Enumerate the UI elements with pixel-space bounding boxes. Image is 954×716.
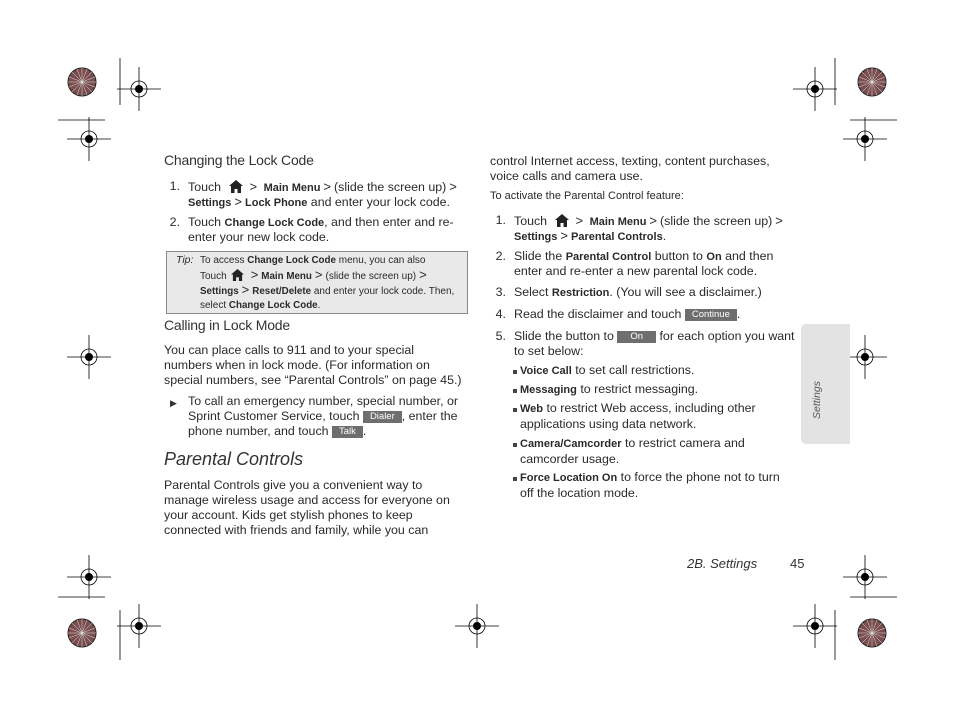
registration-mark-icon (455, 604, 499, 648)
parental-paragraph: Parental Controls give you a convenient way to manage wireless usage and access for everyone on your account. Kids get stylish phones to keep connected with friends and family, while you can (164, 478, 450, 537)
registration-mark-icon (67, 555, 111, 599)
home-icon (229, 180, 243, 193)
on-button: On (617, 331, 656, 343)
registration-mark-icon (117, 604, 161, 648)
parental-step-1: 1. Touch > Main Menu > (slide the screen up) > Settings > Parental Controls. (495, 213, 783, 243)
starburst-mark-icon (68, 68, 96, 96)
dialer-button: Dialer (363, 411, 402, 423)
heading-changing-lock-code: Changing the Lock Code (164, 152, 314, 168)
parental-step-5: 5. Slide the button to On for each option you want to set below: (495, 329, 795, 358)
registration-mark-icon (117, 67, 161, 111)
home-icon (555, 214, 569, 227)
page-number: 45 (790, 556, 805, 571)
continue-button: Continue (685, 309, 737, 321)
tip-box: Tip: To access Change Lock Code menu, you can also Touch > Main Menu > (slide the screen up) > Settings > Reset/Delete and enter your lock code. Then, select Change Lock Code. (166, 251, 468, 314)
lock-code-step-2: 2. Touch Change Lock Code, and then enter and re- enter your new lock code. (169, 215, 454, 244)
lock-mode-item: To call an emergency number, special number, or Sprint Customer Service, touch Dialer , enter the phone number, and touch Talk . (188, 394, 458, 438)
starburst-mark-icon (858, 619, 886, 647)
section-title-parental-controls: Parental Controls (164, 449, 304, 469)
registration-mark-icon (67, 117, 111, 161)
arrow-bullet-icon: ▶ (170, 398, 177, 408)
talk-button: Talk (332, 426, 363, 438)
starburst-mark-icon (68, 619, 96, 647)
parental-step-4: 4. Read the disclaimer and touch Continue . (495, 307, 741, 321)
heading-calling-lock-mode: Calling in Lock Mode (164, 317, 290, 333)
activate-intro: To activate the Parental Control feature: (490, 190, 684, 202)
registration-mark-icon (793, 604, 837, 648)
registration-mark-icon (67, 335, 111, 379)
parental-step-2: 2. Slide the Parental Control button to On and then enter and re-enter a new parental lock code. (495, 249, 774, 278)
home-icon (231, 269, 244, 281)
registration-mark-icon (843, 117, 887, 161)
starburst-mark-icon (858, 68, 886, 96)
continued-paragraph: control Internet access, texting, content purchases, voice calls and camera use. (490, 154, 770, 183)
registration-mark-icon (843, 555, 887, 599)
footer-section: 2B. Settings (687, 556, 758, 571)
lock-code-step-1: 1. Touch > Main Menu > (slide the screen up) > Settings > Lock Phone and enter your lock code. (169, 179, 457, 209)
side-tab-settings: Settings (801, 324, 850, 444)
registration-mark-icon (793, 67, 837, 111)
parental-step-3: 3. Select Restriction. (You will see a disclaimer.) (495, 285, 762, 299)
lock-mode-paragraph: You can place calls to 911 and to your special numbers when in lock mode. (For information on special numbers, see “Parental Controls” on page 45.) (164, 343, 462, 387)
